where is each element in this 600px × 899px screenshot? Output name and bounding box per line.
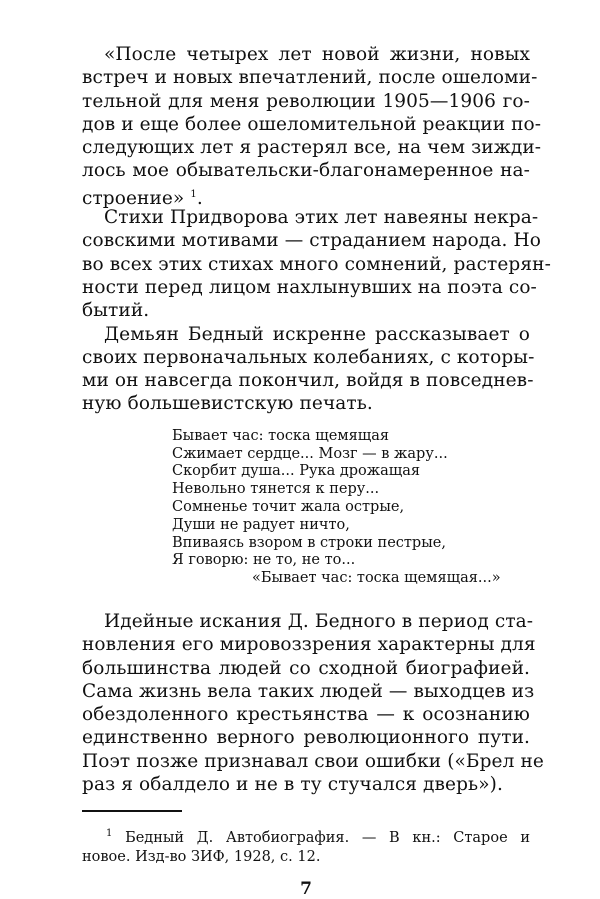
text: строение» [82, 187, 185, 209]
text-line: ности перед лицом нахлынувших на поэта со- [82, 276, 537, 298]
text-line: Поэт позже признавал свои ошибки («Брел не [82, 750, 544, 772]
punct: . [196, 187, 203, 209]
text-line: раз я обалдело и не в ту стучался дверь»). [82, 774, 503, 795]
text-line: Идейные искания Д. Бедного в период ста- [104, 610, 534, 632]
text-line: дов и еще более ошеломительной реакции по- [82, 113, 542, 135]
poem-line: Я говорю: не то, не то... [172, 552, 356, 569]
poem-line: Сомненье точит жала острые, [172, 498, 405, 515]
footnote-line: новое. Изд-во ЗИФ, 1928, с. 12. [82, 849, 321, 866]
footnote-marker: 1 [106, 828, 113, 840]
footnote [82, 824, 530, 867]
text-line [82, 183, 530, 209]
poem [172, 428, 530, 588]
text-line: лось мое обывательски-благонамеренное на- [82, 160, 530, 182]
text-line: бытий. [82, 300, 150, 322]
text-line: тельной для меня революции 1905—1906 го- [82, 90, 530, 112]
text-line: следующих лет я растерял все, на чем зижди- [82, 137, 542, 159]
footnote-line [82, 824, 530, 848]
text-line: ную большевистскую печать. [82, 393, 373, 415]
quote-paragraph [82, 43, 542, 209]
text-line: Демьян Бедный искренне рассказывает о [104, 323, 530, 345]
text-line: Стихи Придворова этих лет навеяны некра- [104, 207, 539, 229]
text-line: ми он навсегда покончил, войдя в повседнев- [82, 370, 534, 392]
paragraph [82, 610, 544, 796]
footnote-divider [82, 810, 182, 812]
poem-line: Скорбит душа... Рука дрожащая [172, 463, 421, 480]
text: Бедный Д. Автобиография. — В кн.: Старое и [125, 830, 530, 847]
poem-line: Невольно тянется к перу... [172, 481, 380, 498]
text-line: во всех этих стихах много сомнений, растерян- [82, 253, 551, 275]
poem-line: Впиваясь взором в строки пестрые, [172, 534, 446, 551]
poem-line: Сжимает сердце... Мозг — в жару... [172, 445, 448, 462]
text-line: своих первоначальных колебаниях, с которы- [82, 346, 535, 368]
footnote-ref[interactable]: 1 [190, 188, 197, 200]
paragraph [82, 323, 535, 416]
text-line: встреч и новых впечатлений, после ошеломи- [82, 67, 538, 89]
text-line: новления его мировоззрения характерны для [82, 634, 536, 656]
paragraph [82, 206, 551, 322]
page-number: 7 [300, 879, 312, 899]
book-page [82, 43, 551, 899]
text-line: обездоленного крестьянства — к осознанию [82, 704, 530, 726]
poem-source: «Бывает час: тоска щемящая...» [252, 570, 501, 587]
poem-line: Бывает час: тоска щемящая [172, 427, 390, 444]
text-line: большинства людей со сходной биографией. [82, 657, 530, 679]
text-line: совскими мотивами — страданием народа. Но [82, 230, 541, 252]
text-line: Сама жизнь вела таких людей — выходцев из [82, 680, 535, 702]
text-line: «После четырех лет новой жизни, новых [104, 44, 530, 65]
text-line: единственно верного революционного пути. [82, 727, 530, 749]
poem-line: Души не радует ничто, [172, 516, 350, 533]
